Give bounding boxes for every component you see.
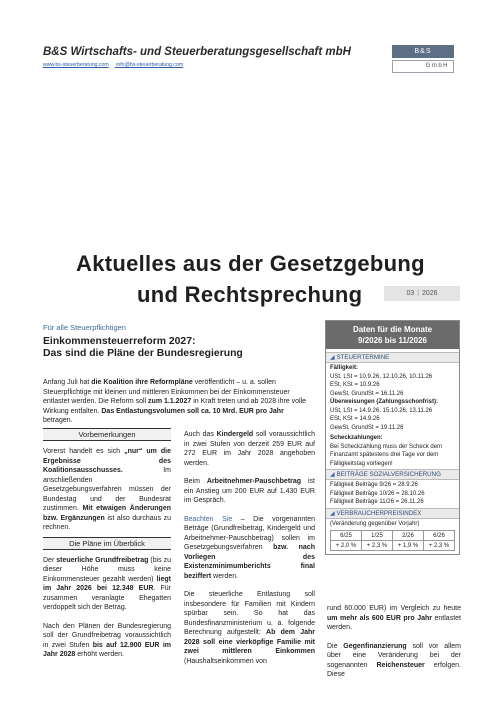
section-text-ueberblick bbox=[43, 556, 171, 613]
label-ueberweisungen: Überweisungen (Zahlungsschonfrist): bbox=[330, 399, 439, 405]
vpi-value: + 2,3 % bbox=[424, 541, 455, 551]
paragraph-kindergeld bbox=[184, 430, 315, 468]
column-1 bbox=[43, 428, 171, 660]
section-label: STEUERTERMINE bbox=[336, 354, 390, 361]
text-bold: um mehr als 600 EUR pro Jahr bbox=[327, 614, 432, 622]
date-row: GewSt, GrundSt = 19.11.26 bbox=[330, 424, 404, 431]
text-bold: bzw. nach Vorliegen des Existenzminimumberichts final beziffert bbox=[184, 544, 315, 580]
vpi-months-row bbox=[331, 531, 455, 541]
issue-separator: | bbox=[415, 290, 421, 297]
text: Vorerst handelt es sich bbox=[43, 448, 125, 455]
text: soll vor allem über eine Veränderung bei der sogenannten bbox=[327, 642, 462, 669]
vpi-values-row bbox=[331, 541, 455, 551]
intro-bold: Das Entlastungsvolumen soll ca. 10 Mrd. EUR pro Jahr bbox=[101, 407, 284, 415]
text: erhöht werden. bbox=[75, 651, 124, 658]
intro-text: in Kraft treten und ab 2028 ihre volle Wirkung entfalten. bbox=[43, 398, 307, 415]
date-row: Fälligkeit Beiträge 9/26 = 28.9.26 bbox=[330, 482, 418, 488]
article-title bbox=[43, 336, 313, 360]
vpi-value: + 1,9 % bbox=[393, 541, 424, 551]
intro-bold: zum 1.1.2027 bbox=[148, 398, 192, 405]
text: entlastet werden. bbox=[327, 614, 461, 631]
intro-text: Anfang Juli hat bbox=[43, 379, 92, 386]
logo-top: B&S bbox=[392, 45, 454, 58]
vpi-month: 6/26 bbox=[424, 531, 455, 541]
date-row: USt, LSt = 10.9.26, 12.10.26, 10.11.26 bbox=[330, 373, 433, 380]
date-row: ESt, KSt = 14.9.26 bbox=[330, 416, 380, 422]
text: ist ein Anstieg um 200 EUR auf 1.430 EUR im Gespräch. bbox=[184, 478, 315, 504]
paragraph-entlastung bbox=[184, 590, 315, 666]
article-intro bbox=[43, 378, 315, 426]
firm-links bbox=[43, 62, 189, 68]
date-row: USt, LSt = 14.9.26, 15.10.26, 13.11.26 bbox=[330, 407, 433, 414]
company-logo bbox=[392, 45, 454, 75]
article-title-line1: Einkommensteuerreform 2027: bbox=[43, 336, 196, 347]
logo-bottom: GmbH bbox=[392, 60, 454, 73]
date-row: Fälligkeit Beiträge 10/26 = 28.10.26 bbox=[330, 490, 425, 497]
triangle-icon: ◢ bbox=[330, 471, 337, 478]
text: Im anschließenden Gesetzgebungsverfahren müssen der Bundestag und der Bundesrat zustimmen. bbox=[43, 467, 171, 512]
text-bold: steuerliche Grundfreibetrag bbox=[56, 556, 149, 564]
article-kicker: Für alle Steuerpflichtigen bbox=[43, 323, 126, 332]
text: – Die vorgenannten Beträge (Grundfreibetrag, Kindergeld und Arbeitnehmer-Pauschbetrag) sollen im Gesetzgebungsverfahren bbox=[184, 515, 315, 551]
text: Die steuerliche Entlastung soll insbesondere für Familien mit Kindern spürbar sein. So hat das Bundesfinanzministerium u. a. folgende Berechnung aufgestellt: bbox=[184, 591, 315, 636]
scheck-note: Bei Scheckzahlung muss der Scheck dem Finanzamt spätestens drei Tage vor dem Fälligkeitstag vorliegen! bbox=[330, 443, 443, 467]
intro-text: betragen. bbox=[43, 417, 73, 424]
sidebar-header bbox=[326, 321, 459, 349]
website-link[interactable]: www.bs-steuerberatung.com bbox=[43, 62, 109, 68]
text-bold: „nur“ um die Ergebnisse des Koalitionsausschusses. bbox=[43, 448, 172, 474]
text-bold: Ab dem Jahr 2028 soll eine vierköpfige Familie mit zwei mittleren Einkommen bbox=[184, 629, 315, 655]
section-steuertermine bbox=[326, 352, 459, 363]
section-label: BEITRÄGE SOZIALVERSICHERUNG bbox=[336, 471, 441, 478]
text: erfolgen. Diese bbox=[327, 661, 461, 678]
text: Beim bbox=[184, 478, 207, 485]
text-bold: bis auf 12.900 EUR im Jahr 2028 bbox=[43, 641, 171, 658]
issue-year: 2026 bbox=[421, 290, 438, 297]
text: werden. bbox=[211, 572, 239, 580]
text: (Haushaltseinkommen von bbox=[184, 657, 267, 665]
vpi-month: 1/25 bbox=[362, 531, 393, 541]
issue-badge bbox=[384, 286, 460, 301]
text-bold: Reichensteuer bbox=[376, 661, 425, 669]
intro-bold: die Koalition ihre Reformpläne bbox=[91, 379, 193, 386]
section-text-vorbemerkungen bbox=[43, 447, 171, 533]
vpi-month: 2/26 bbox=[393, 531, 424, 541]
vpi-month: 6/25 bbox=[331, 531, 362, 541]
note-label: Beachten Sie bbox=[184, 515, 233, 523]
section-heading-vorbemerkungen: Vorbemerkungen bbox=[43, 428, 171, 441]
text: soll voraussichtlich in zwei Stufen von derzeit 259 EUR auf 272 EUR im Jahr 2028 angehoben werden. bbox=[184, 431, 315, 467]
vpi-value: + 2,3 % bbox=[362, 541, 393, 551]
dates-sidebar bbox=[325, 320, 460, 555]
section-heading-ueberblick: Die Pläne im Überblick bbox=[43, 537, 171, 550]
text-bold: Kindergeld bbox=[216, 431, 254, 438]
date-row: ESt, KSt = 10.9.26 bbox=[330, 382, 380, 388]
vpi-table bbox=[330, 530, 455, 551]
section-label: VERBRAUCHERPREISINDEX bbox=[336, 509, 422, 517]
vpi-value: + 2,0 % bbox=[331, 541, 362, 551]
text: Nach den Plänen der Bundesregierung soll der Grundfreibetrag voraussichtlich in zwei Stufen bbox=[43, 622, 171, 649]
sidebar-header-line1: Daten für die Monate bbox=[352, 325, 433, 334]
section-text-ueberblick-2 bbox=[43, 622, 171, 660]
vpi-note: (Veränderung gegenüber Vorjahr) bbox=[330, 520, 420, 527]
article-title-line2: Das sind die Pläne der Bundesregierung bbox=[43, 348, 243, 359]
paragraph-entlastung-cont bbox=[327, 604, 461, 633]
section-sozialversicherung bbox=[326, 469, 459, 480]
label-scheckzahlungen: Scheckzahlungen: bbox=[330, 435, 383, 441]
text: . Für zusammen veranlagte Ehegatten verdoppelt sich der Betrag. bbox=[43, 585, 172, 611]
sozialversicherung-body bbox=[326, 480, 459, 508]
issue-number: 03 bbox=[406, 290, 415, 297]
paragraph-beachten bbox=[184, 515, 315, 582]
page-title-line2: und Rechtsprechung bbox=[137, 282, 363, 307]
column-2 bbox=[184, 430, 315, 666]
text-bold: Mit etwaigen Änderungen bzw. Ergänzungen bbox=[43, 505, 172, 522]
date-row: Fälligkeit Beiträge 11/26 = 26.11.26 bbox=[330, 499, 424, 505]
text-bold: liegt im Jahr 2026 bei 12.348 EUR bbox=[43, 575, 171, 592]
date-row: GewSt, GrundSt = 16.11.26 bbox=[330, 390, 404, 397]
text: Die bbox=[327, 642, 344, 650]
section-vpi bbox=[326, 508, 459, 519]
text: (bis zu dieser Höhe muss keine Einkommensteuer gezahlt werden) bbox=[43, 556, 171, 583]
text-bold: Gegenfinanzierung bbox=[343, 642, 407, 650]
text: ist also durchaus zu rechnen. bbox=[43, 514, 172, 531]
triangle-icon: ◢ bbox=[330, 354, 337, 361]
intro-text: veröffentlicht – u. a. sollen Steuerpflichtige mit kleinen und mittleren Einkommen bei der Einkommensteuer entlastet werden. Die Reform soll bbox=[43, 379, 290, 405]
text: Auch das bbox=[184, 431, 217, 438]
text: Der bbox=[43, 556, 57, 564]
firm-name: B&S Wirtschafts- und Steuerberatungsgesellschaft mbH bbox=[43, 46, 351, 58]
paragraph-pauschbetrag bbox=[184, 477, 315, 506]
text-bold: Arbeitnehmer-Pauschbetrag bbox=[206, 478, 302, 485]
label-faelligkeit: Fälligkeit: bbox=[330, 365, 359, 371]
text: rund 60.000 EUR) im Vergleich zu heute bbox=[327, 605, 461, 612]
email-link[interactable]: info@bs-steuerberatung.com bbox=[116, 62, 184, 68]
paragraph-gegenfinanzierung bbox=[327, 642, 461, 680]
column-3 bbox=[327, 604, 461, 680]
sidebar-header-line2: 9/2026 bis 11/2026 bbox=[358, 336, 427, 345]
triangle-icon: ◢ bbox=[330, 509, 337, 517]
page-title-line1: Aktuelles aus der Gesetzgebung bbox=[76, 251, 425, 276]
steuertermine-body bbox=[326, 363, 459, 469]
